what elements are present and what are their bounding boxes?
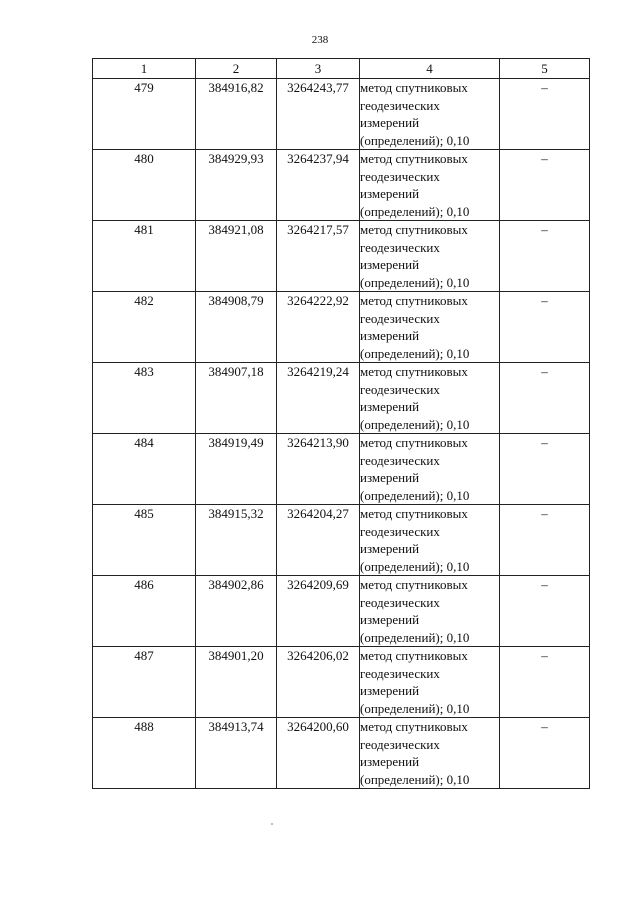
- point-number: 481: [93, 221, 196, 292]
- column-header-2: 2: [196, 59, 277, 79]
- point-number: 484: [93, 434, 196, 505]
- coordinate-y: 3264217,57: [277, 221, 360, 292]
- extra-value: –: [500, 647, 590, 718]
- measurement-method: метод спутниковых геодезических измерений (определений); 0,10: [360, 647, 500, 718]
- coordinates-table: [92, 58, 590, 789]
- column-header-3: 3: [277, 59, 360, 79]
- extra-value: –: [500, 505, 590, 576]
- table-row: [93, 79, 590, 150]
- coordinate-x: 384929,93: [196, 150, 277, 221]
- coordinate-x: 384902,86: [196, 576, 277, 647]
- table-row: [93, 647, 590, 718]
- coordinate-y: 3264219,24: [277, 363, 360, 434]
- coordinate-x: 384901,20: [196, 647, 277, 718]
- table-row: [93, 221, 590, 292]
- coordinate-y: 3264209,69: [277, 576, 360, 647]
- point-number: 482: [93, 292, 196, 363]
- extra-value: –: [500, 434, 590, 505]
- coordinate-x: 384919,49: [196, 434, 277, 505]
- measurement-method: метод спутниковых геодезических измерений (определений); 0,10: [360, 576, 500, 647]
- measurement-method: метод спутниковых геодезических измерений (определений); 0,10: [360, 505, 500, 576]
- extra-value: –: [500, 576, 590, 647]
- table-row: [93, 292, 590, 363]
- extra-value: –: [500, 363, 590, 434]
- page-number: 238: [311, 34, 329, 46]
- point-number: 483: [93, 363, 196, 434]
- column-header-1: 1: [93, 59, 196, 79]
- table-row: [93, 505, 590, 576]
- column-header-5: 5: [500, 59, 590, 79]
- extra-value: –: [500, 79, 590, 150]
- point-number: 479: [93, 79, 196, 150]
- scan-speck: [271, 823, 273, 825]
- point-number: 488: [93, 718, 196, 789]
- coordinate-x: 384907,18: [196, 363, 277, 434]
- measurement-method: метод спутниковых геодезических измерений (определений); 0,10: [360, 363, 500, 434]
- header-row: [93, 59, 590, 79]
- table-body: [93, 79, 590, 789]
- point-number: 487: [93, 647, 196, 718]
- coordinate-x: 384921,08: [196, 221, 277, 292]
- measurement-method: метод спутниковых геодезических измерений (определений); 0,10: [360, 221, 500, 292]
- coordinate-y: 3264200,60: [277, 718, 360, 789]
- table-row: [93, 576, 590, 647]
- point-number: 486: [93, 576, 196, 647]
- coordinate-x: 384913,74: [196, 718, 277, 789]
- measurement-method: метод спутниковых геодезических измерений (определений); 0,10: [360, 292, 500, 363]
- coordinate-x: 384915,32: [196, 505, 277, 576]
- extra-value: –: [500, 718, 590, 789]
- table-header: [93, 59, 590, 79]
- coordinate-y: 3264213,90: [277, 434, 360, 505]
- coordinate-y: 3264206,02: [277, 647, 360, 718]
- point-number: 480: [93, 150, 196, 221]
- measurement-method: метод спутниковых геодезических измерений (определений); 0,10: [360, 434, 500, 505]
- coordinate-y: 3264222,92: [277, 292, 360, 363]
- table-row: [93, 150, 590, 221]
- table-row: [93, 718, 590, 789]
- measurement-method: метод спутниковых геодезических измерений (определений); 0,10: [360, 79, 500, 150]
- coordinate-x: 384908,79: [196, 292, 277, 363]
- coordinate-x: 384916,82: [196, 79, 277, 150]
- table-row: [93, 434, 590, 505]
- measurement-method: метод спутниковых геодезических измерений (определений); 0,10: [360, 718, 500, 789]
- table-row: [93, 363, 590, 434]
- coordinate-y: 3264204,27: [277, 505, 360, 576]
- extra-value: –: [500, 221, 590, 292]
- extra-value: –: [500, 292, 590, 363]
- column-header-4: 4: [360, 59, 500, 79]
- extra-value: –: [500, 150, 590, 221]
- measurement-method: метод спутниковых геодезических измерений (определений); 0,10: [360, 150, 500, 221]
- coordinate-y: 3264243,77: [277, 79, 360, 150]
- coordinate-y: 3264237,94: [277, 150, 360, 221]
- point-number: 485: [93, 505, 196, 576]
